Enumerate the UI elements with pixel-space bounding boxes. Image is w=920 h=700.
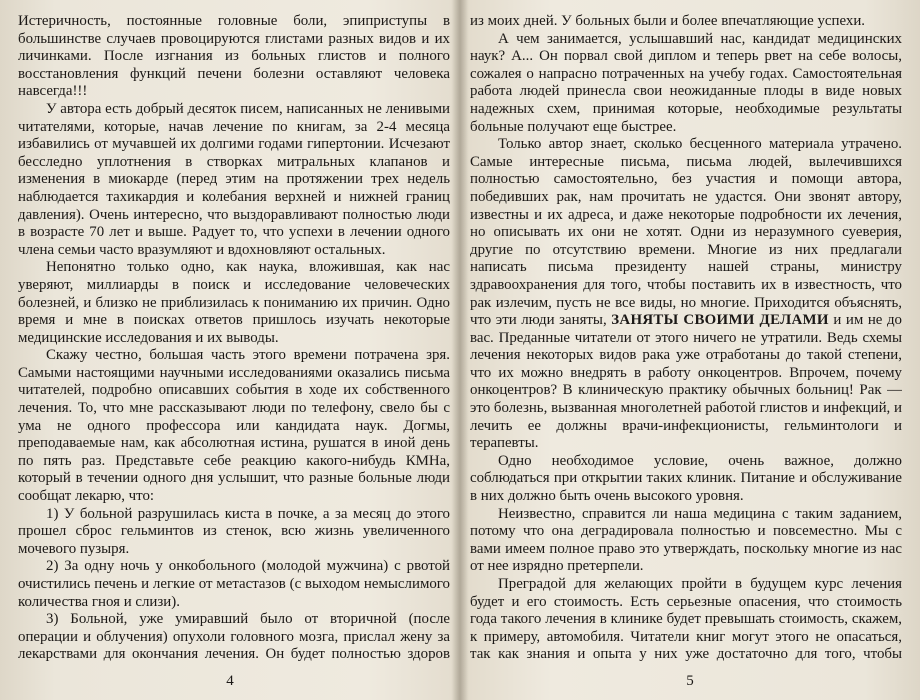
page-number: 5	[686, 673, 694, 689]
list-item: 3) Больной, уже умиравший было от вторичной (после операции и облучения) опухоли головного мозга, прислал жену за лекарствами для окончания лечения. Он будет полностью здоров	[18, 611, 450, 663]
paragraph: А чем занимается, услышавший нас, кандидат медицинских наук? А... Он порвал свой диплом и теперь рвет на себе волосы, сожалея о напрасно потраченных на учебу годах. Самостоятельная работа людей принесла свои неожиданные плоды в виде новых надежных схем, принимая которые, необходимые результаты больные получают еще быстрее.	[470, 30, 902, 135]
right-page	[460, 0, 920, 700]
list-item: 2) За одну ночь у онкобольного (молодой мужчина) с рвотой очистились печень и легкие от метастазов (с выходом немыслимого количества гноя и слизи).	[18, 558, 450, 610]
paragraph: Неизвестно, справится ли наша медицина с таким заданием, потому что она деградировала полностью и повсеместно. Мы с вами имеем полное право это утверждать, поскольку многие из нас от нее изрядно претерпели.	[470, 505, 902, 575]
left-page-text	[18, 13, 450, 663]
paragraph: У автора есть добрый десяток писем, написанных не ленивыми читателями, которые, начав лечение по книгам, за 2-4 месяца избавились от мучавшей их долгими годами гипертонии. Исчезают бесследно уплотнения в створках митральных клапанов и изменения в миокарде (перед этим на протяжении трех недель наблюдается тахикардия и колебания верхней и нижней границ давления). Очень интересно, что выздоравливают полностью люди в возрасте 70 лет и выше. Радует то, что успехи в лечении одного члена семьи часто вразумляют и вдохновляют остальных.	[18, 100, 450, 258]
right-page-text	[470, 13, 902, 663]
paragraph-text: и им не до вас. Преданные читатели от этого ничего не утратили. Ведь схемы лечения некоторых видов рака уже отработаны до такой степени, что их можно внедрять в работу онкоцентров. Впрочем, почему онкоцентров? В клиническую практику обычных больниц! Рак — это болезнь, вызванная многолетней работой глистов и инфекций, и лечить ее должны врачи-инфекционисты, гельминтологи и терапевты.	[470, 312, 902, 452]
paragraph: Истеричность, постоянные головные боли, эпиприступы в большинстве случаев провоцируются глистами разных видов и их личинками. После изгнания из больных глистов и полного восстановления функций печени болезни оставляют человека навсегда!!!	[18, 13, 450, 100]
paragraph: Преградой для желающих пройти в будущем курс лечения будет и его стоимость. Есть серьезные опасения, что стоимость года такого лечения в клинике будет превышать стоимость, скажем, к примеру, автомобиля. Читатели книг могут этого не опасаться, так как знания и опыта у них уже достаточно для того, чтобы	[470, 576, 902, 663]
paragraph: Непонятно только одно, как наука, вложившая, как нас уверяют, миллиарды в поиск и исследование человеческих болезней, и близко не приблизилась к пониманию их причин. Одно время и мне в поисках ответов пришлось изучать некоторые медицинские исследования и их выводы.	[18, 259, 450, 346]
list-item: 1) У больной разрушилась киста в почке, а за месяц до этого прошел сброс гельминтов из стенок, всю жизнь увеличенного мочевого пузыря.	[18, 505, 450, 557]
paragraph: из моих дней. У больных были и более впечатляющие успехи.	[470, 13, 866, 29]
page-number: 4	[226, 673, 234, 689]
emphasized-phrase: ЗАНЯТЫ СВОИМИ ДЕЛАМИ	[611, 312, 829, 329]
paragraph-text: Только автор знает, сколько бесценного материала утрачено. Самые интересные письма, письма людей, вылечившихся полностью самостоятельно, без участия и помощи автора, победивших рак, нам прочитать не удастся. Они звонят автору, известны и их адреса, и даже некоторые подробности их лечения, но описывать их они не хотят. Одни из неразумного суеверия, другие по отсутствию времени. Многие из них предлагали написать письма президенту нашей страны, министру здравоохранения для того, чтобы поставить их в известность, что рак излечим, пусть не все виды, но многие. Приходится объяснять, что эти люди заняты,	[470, 136, 902, 329]
paragraph	[470, 136, 902, 453]
paragraph: Скажу честно, большая часть этого времени потрачена зря. Самыми настоящими научными исследованиями оказались письма читателей, подробно описавших события в ходе их собственного лечения. То, что мне рассказывают люди по телефону, свело бы с ума не одного профессора или кандидата наук. Догмы, преподаваемые нам, как абсолютная истина, рушатся в иной день по пять раз. Представьте себе реакцию какого-нибудь КМНа, который в течении одного дня услышит, что разные больные люди сообщат лекарю, что:	[18, 347, 450, 505]
paragraph: Одно необходимое условие, очень важное, должно соблюдаться при открытии таких клиник. Питание и обслуживание в них должно быть очень высокого уровня.	[470, 452, 902, 505]
